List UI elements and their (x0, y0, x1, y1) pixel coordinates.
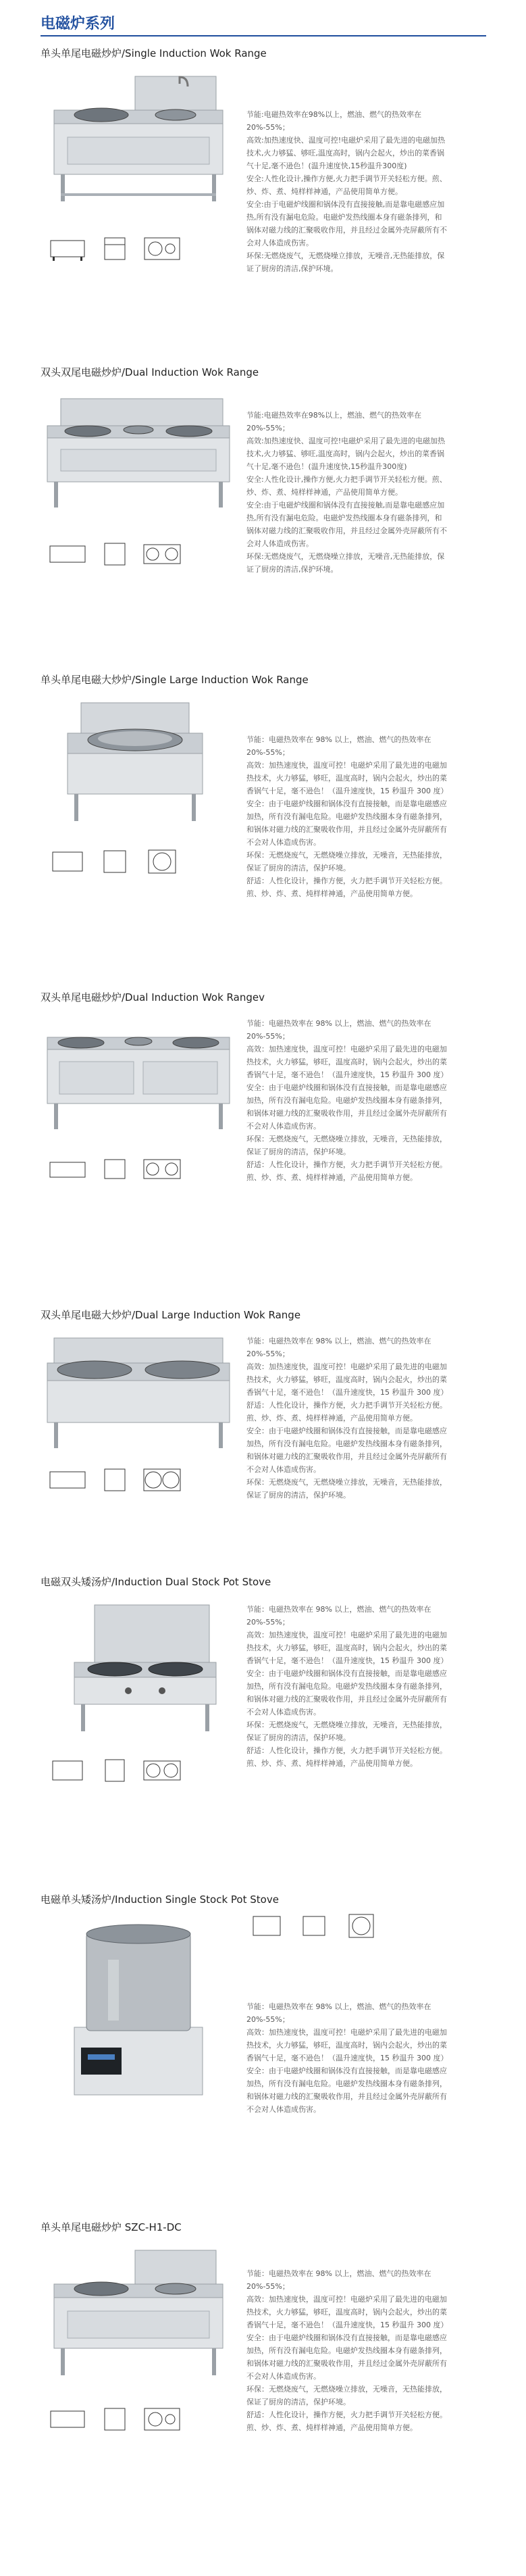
side-view-drawing (95, 1156, 135, 1183)
top-view-drawing (142, 848, 182, 875)
section-heading: 双头双尾电磁炒炉/Dual Induction Wok Range (41, 366, 259, 378)
szc-h1-dc-photo (41, 2247, 236, 2382)
top-view-drawing (142, 2406, 182, 2433)
product-description: 节能：电磁热效率在 98% 以上，燃油、燃气的热效率在 20%-55%； 高效：加热速度快，温度可控！电磁炉采用了最先进的电磁加 热技术，火力够猛，够旺，温度高时，锅内会起火，炒出的菜 香锅气十足，毫不逊色！（温升速度快，15 秒温升 300 度） 安全：由于电磁炉线圈和锅体没有直接接触，而是靠电磁感应 加热，所有没有漏电危险。电磁炉发热线圈本身有磁条排列， 和锅体对磁力线的汇聚吸收作用，并且经过金属外壳屏蔽所有 不会对人体造成伤害。 (246, 2002, 448, 2114)
front-view-drawing (47, 235, 88, 262)
side-view-drawing (95, 1466, 135, 1493)
technical-drawings (47, 848, 182, 875)
side-view-drawing (95, 1757, 135, 1784)
front-view-drawing (47, 848, 88, 875)
dual-wok-single-tail-photo (41, 1017, 236, 1139)
page-title: 电磁炉系列 (41, 16, 115, 32)
top-view-drawing (142, 235, 182, 262)
section-heading: 电磁单头矮汤炉/Induction Single Stock Pot Stove (41, 1893, 279, 1906)
top-view-drawing (142, 541, 182, 568)
dual-large-wok-photo (41, 1335, 236, 1456)
product-description: 节能：电磁热效率在 98% 以上，燃油、燃气的热效率在 20%-55%； 高效：加热速度快，温度可控！电磁炉采用了最先进的电磁加 热技术，火力够猛，够旺，温度高时，锅内会起火，炒出的菜 香锅气十足，毫不逊色！（温升速度快，15 秒温升 300 度） 安全：由于电磁炉线圈和锅体没有直接接触，而是靠电磁感应 加热，所有没有漏电危险。电磁炉发热线圈本身有磁条排列， 和锅体对磁力线的汇聚吸收作用，并且经过金属外壳屏蔽所有 不会对人体造成伤害。 环保：无燃烧废气，无燃烧噪立排放，无噪音，无热能排放， 保证了厨房的清洁，保护环境。 舒适：人性化设计，操作方便，火力把手调节开关轻松方便。 煎、炒、炸、煮、炖样样神通，产品使用简单方便。 (246, 2269, 448, 2432)
section-heading: 单头单尾电磁大炒炉/Single Large Induction Wok Range (41, 674, 309, 686)
front-view-drawing (246, 1912, 287, 1939)
section-heading: 双头单尾电磁炒炉/Dual Induction Wok Rangev (41, 991, 265, 1004)
product-description: 节能：电磁热效率在 98% 以上，燃油、燃气的热效率在 20%-55%； 高效：加热速度快，温度可控！电磁炉采用了最先进的电磁加 热技术，火力够猛，够旺，温度高时，锅内会起火，炒出的菜 香锅气十足，毫不逊色！（温升速度快，15 秒温升 300 度） 安全：由于电磁炉线圈和锅体没有直接接触，而是靠电磁感应 加热，所有没有漏电危险。电磁炉发热线圈本身有磁条排列， 和锅体对磁力线的汇聚吸收作用，并且经过金属外壳屏蔽所有 不会对人体造成伤害。 环保：无燃烧废气，无燃烧噪立排放，无噪音，无热能排放， 保证了厨房的清洁，保护环境。 舒适：人性化设计，操作方便，火力把手调节开关轻松方便。 煎、炒、炸、煮、炖样样神通，产品使用简单方便。 (246, 735, 448, 898)
side-view-drawing (95, 235, 135, 262)
front-view-drawing (47, 2406, 88, 2433)
product-description: 节能:电磁热效率在98%以上，燃油、燃气的热效率在 20%-55%； 高效:加热速度快、温度可控!电磁炉采用了最先进的电磁加热 技术,火力够猛、够旺,温度高时，锅内会起火，炒出的菜香锅 气十足,毫不逊色！(温升速度快,15秒温升300度) 安全:人性化设计,操作方便,火力把手调节开关轻松方便。煎、 炒、炸、煮、炖样样神通，产品使用简单方便。 安全:由于电磁炉线圈和锅体没有直接接触,而是靠电磁感应加 热,所有没有漏电危险。电磁炉发热线圈本身有磁条排列，和 锅体对磁力线的汇聚吸收作用，并且经过金属外壳屏蔽所有不 会对人体造成伤害。 环保:无燃烧废气，无燃烧噪立排放，无噪音,无热能排放，保 证了厨房的清洁,保护环境。 (246, 411, 447, 574)
dual-stock-pot-stove-photo (54, 1602, 230, 1737)
section-heading: 单头单尾电磁炒炉/Single Induction Wok Range (41, 47, 267, 59)
single-large-wok-photo (54, 699, 216, 828)
top-view-drawing (142, 1156, 182, 1183)
product-description: 节能：电磁热效率在 98% 以上，燃油、燃气的热效率在 20%-55%； 高效：加热速度快，温度可控！电磁炉采用了最先进的电磁加 热技术，火力够猛，够旺，温度高时，锅内会起火，炒出的菜 香锅气十足，毫不逊色！（温升速度快，15 秒温升 300 度） 舒适：人性化设计，操作方便，火力把手调节开关轻松方便。 煎、炒、炸、煮、炖样样神通，产品使用简单方便。 安全：由于电磁炉线圈和锅体没有直接接触，而是靠电磁感应 加热，所有没有漏电危险。电磁炉发热线圈本身有磁条排列， 和锅体对磁力线的汇聚吸收作用，并且经过金属外壳屏蔽所有 不会对人体造成伤害。 环保：无燃烧废气，无燃烧噪立排放，无噪音，无热能排放， 保证了厨房的清洁，保护环境。 (246, 1337, 448, 1500)
technical-drawings (47, 2406, 182, 2433)
side-view-drawing (95, 848, 135, 875)
product-description: 节能：电磁热效率在 98% 以上，燃油、燃气的热效率在 20%-55%； 高效：加热速度快，温度可控！电磁炉采用了最先进的电磁加 热技术，火力够猛，够旺，温度高时，锅内会起火，炒出的菜 香锅气十足，毫不逊色！（温升速度快，15 秒温升 300 度） 安全：由于电磁炉线圈和锅体没有直接接触，而是靠电磁感应 加热，所有没有漏电危险。电磁炉发热线圈本身有磁条排列， 和锅体对磁力线的汇聚吸收作用，并且经过金属外壳屏蔽所有 不会对人体造成伤害。 环保：无燃烧废气，无燃烧噪立排放，无噪音，无热能排放， 保证了厨房的清洁，保护环境。 舒适：人性化设计，操作方便，火力把手调节开关轻松方便。 煎、炒、炸、煮、炖样样神通，产品使用简单方便。 (246, 1019, 448, 1182)
single-stock-pot-stove-photo (61, 1919, 216, 2108)
product-section-single-large-wok (41, 672, 486, 990)
top-view-drawing (142, 1757, 182, 1784)
product-section-single-wok (41, 46, 486, 364)
side-view-drawing (95, 541, 135, 568)
top-view-drawing (341, 1912, 382, 1939)
product-section-dual-wok (41, 365, 486, 683)
technical-drawings (47, 1156, 182, 1183)
technical-drawings (47, 1757, 182, 1784)
product-description: 节能:电磁热效率在98%以上，燃油、燃气的热效率在 20%-55%； 高效:加热速度快、温度可控!电磁炉采用了最先进的电磁加热 技术,火力够猛、够旺,温度高时，锅内会起火，炒出的菜香锅 气十足,毫不逊色！(温升速度快,15秒温升300度) 安全:人性化设计,操作方便,火力把手调节开关轻松方便。煎、 炒、炸、煮、炖样样神通，产品使用简单方便。 安全:由于电磁炉线圈和锅体没有直接接触,而是靠电磁感应加 热,所有没有漏电危险。电磁炉发热线圈本身有磁条排列，和 锅体对磁力线的汇聚吸收作用，并且经过金属外壳屏蔽所有不 会对人体造成伤害。 环保:无燃烧废气，无燃烧噪立排放，无噪音,无热能排放，保 证了厨房的清洁,保护环境。 (246, 110, 447, 273)
section-heading: 双头单尾电磁大炒炉/Dual Large Induction Wok Range (41, 1309, 301, 1321)
top-view-drawing (142, 1466, 182, 1493)
product-section-szc-h1-dc (41, 2220, 486, 2537)
section-heading: 电磁双头矮汤炉/Induction Dual Stock Pot Stove (41, 1576, 271, 1588)
front-view-drawing (47, 1757, 88, 1784)
technical-drawings (47, 1466, 182, 1493)
section-heading: 单头单尾电磁炒炉 SZC-H1-DC (41, 2221, 182, 2233)
side-view-drawing (294, 1912, 334, 1939)
front-view-drawing (47, 541, 88, 568)
technical-drawings (47, 235, 182, 262)
front-view-drawing (47, 1156, 88, 1183)
title-divider (41, 35, 486, 36)
front-view-drawing (47, 1466, 88, 1493)
technical-drawings (47, 541, 182, 568)
dual-wok-range-photo (41, 392, 236, 514)
product-section-dual-stock-pot (41, 1575, 486, 1892)
technical-drawings (246, 1912, 382, 1939)
single-wok-range-photo (41, 73, 236, 208)
product-section-single-stock-pot (41, 1892, 486, 2210)
product-section-dual-wok-single-tail (41, 990, 486, 1308)
product-description: 节能：电磁热效率在 98% 以上，燃油、燃气的热效率在 20%-55%； 高效：加热速度快，温度可控！电磁炉采用了最先进的电磁加 热技术，火力够猛，够旺，温度高时，锅内会起火，炒出的菜 香锅气十足，毫不逊色！（温升速度快，15 秒温升 300 度） 安全：由于电磁炉线圈和锅体没有直接接触，而是靠电磁感应 加热，所有没有漏电危险。电磁炉发热线圈本身有磁条排列， 和锅体对磁力线的汇聚吸收作用，并且经过金属外壳屏蔽所有 不会对人体造成伤害。 环保：无燃烧废气，无燃烧噪立排放，无噪音，无热能排放， 保证了厨房的清洁，保护环境。 舒适：人性化设计，操作方便，火力把手调节开关轻松方便。 煎、炒、炸、煮、炖样样神通，产品使用简单方便。 (246, 1605, 448, 1768)
side-view-drawing (95, 2406, 135, 2433)
